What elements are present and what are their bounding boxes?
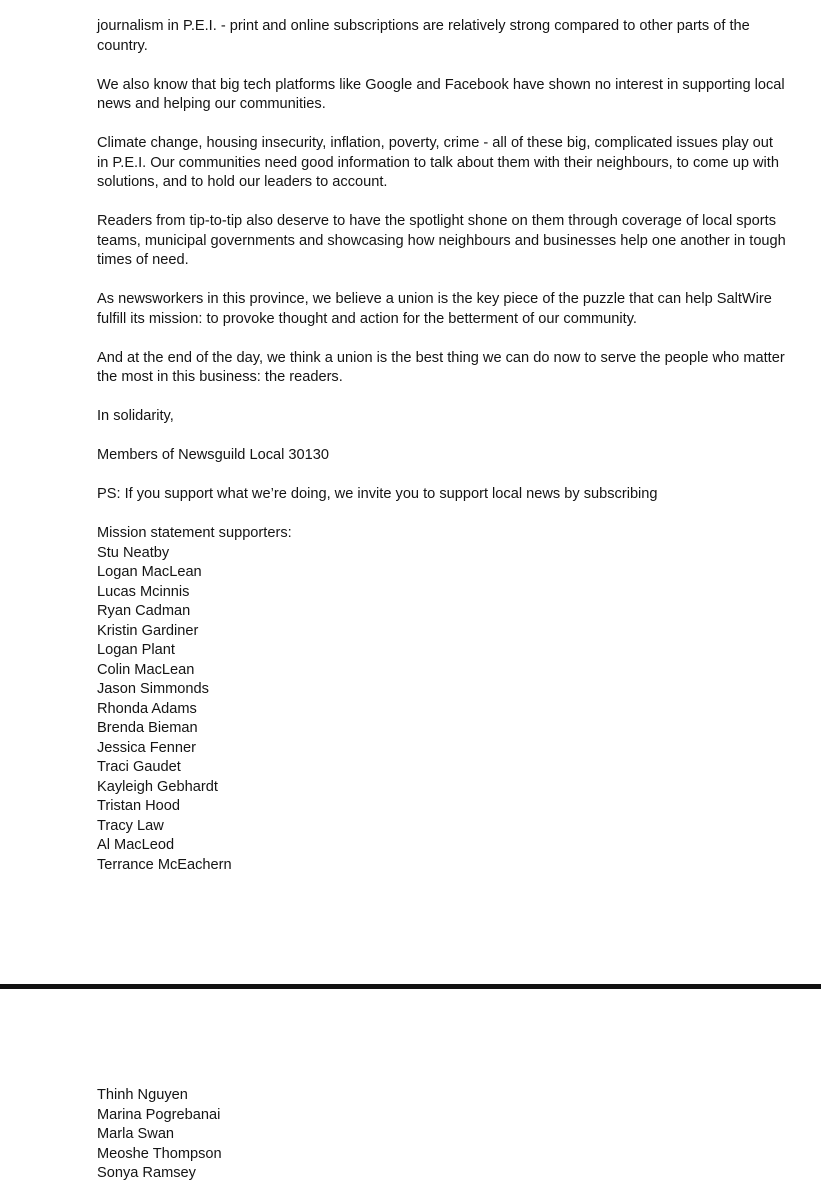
supporters-list-continued	[97, 1086, 787, 1184]
supporter-name: Rhonda Adams	[97, 700, 197, 717]
supporter-name: Jason Simmonds	[97, 681, 209, 697]
letter-paragraph: We also know that big tech platforms like Google and Facebook have shown no interest in supporting local news and helping our communities.	[97, 76, 785, 112]
supporter-name: Stu Neatby	[97, 544, 170, 561]
supporter-name: Kayleigh Gebhardt	[97, 778, 218, 795]
supporter-name: Ryan Cadman	[97, 603, 191, 619]
supporter-name: Al MacLeod	[97, 837, 175, 853]
supporter-name: Logan MacLean	[97, 564, 202, 580]
supporter-name: Tracy Law	[97, 817, 164, 834]
letter-signature: Members of Newsguild Local 30130	[97, 447, 330, 463]
letter-page-1	[97, 17, 787, 875]
letter-postscript: PS: If you support what we’re doing, we invite you to support local news by subscribing	[97, 486, 658, 502]
supporter-name: Tristan Hood	[97, 798, 181, 814]
letter-paragraph: Readers from tip-to-tip also deserve to have the spotlight shone on them through coverage of local sports teams, municipal governments and showcasing how neighbours and businesses help one another in tough times of need.	[97, 213, 786, 268]
supporters-list	[97, 524, 787, 875]
page-divider	[0, 984, 821, 989]
supporter-name: Traci Gaudet	[97, 759, 181, 775]
supporter-name: Terrance McEachern	[97, 856, 232, 873]
supporter-name: Colin MacLean	[97, 661, 195, 678]
supporters-heading: Mission statement supporters:	[97, 525, 292, 541]
supporter-name: Thinh Nguyen	[97, 1087, 188, 1103]
letter-paragraph: As newsworkers in this province, we believe a union is the key piece of the puzzle that can help SaltWire fulfill its mission: to provoke thought and action for the betterment of our community.	[97, 291, 772, 327]
supporter-name: Jessica Fenner	[97, 739, 196, 756]
letter-paragraph: And at the end of the day, we think a union is the best thing we can do now to serve the people who matter the most in this business: the readers.	[97, 349, 785, 385]
letter-closing: In solidarity,	[97, 408, 174, 424]
letter-page-2	[97, 1086, 787, 1184]
supporter-name: Brenda Bieman	[97, 720, 198, 736]
supporter-name: Lucas Mcinnis	[97, 583, 190, 600]
supporter-name: Marla Swan	[97, 1126, 175, 1142]
supporter-name: Sonya Ramsey	[97, 1165, 196, 1181]
supporter-name: Logan Plant	[97, 642, 175, 658]
supporter-name: Marina Pogrebanai	[97, 1106, 221, 1123]
supporter-name: Kristin Gardiner	[97, 622, 199, 639]
supporter-name: Meoshe Thompson	[97, 1145, 222, 1162]
letter-paragraph: Climate change, housing insecurity, inflation, poverty, crime - all of these big, complicated issues play out in P.E.I. Our communities need good information to talk about them with their neighbours, to come up with solutions, and to hold our leaders to account.	[97, 135, 779, 190]
letter-paragraph: journalism in P.E.I. - print and online subscriptions are relatively strong compared to other parts of the country.	[97, 18, 750, 54]
